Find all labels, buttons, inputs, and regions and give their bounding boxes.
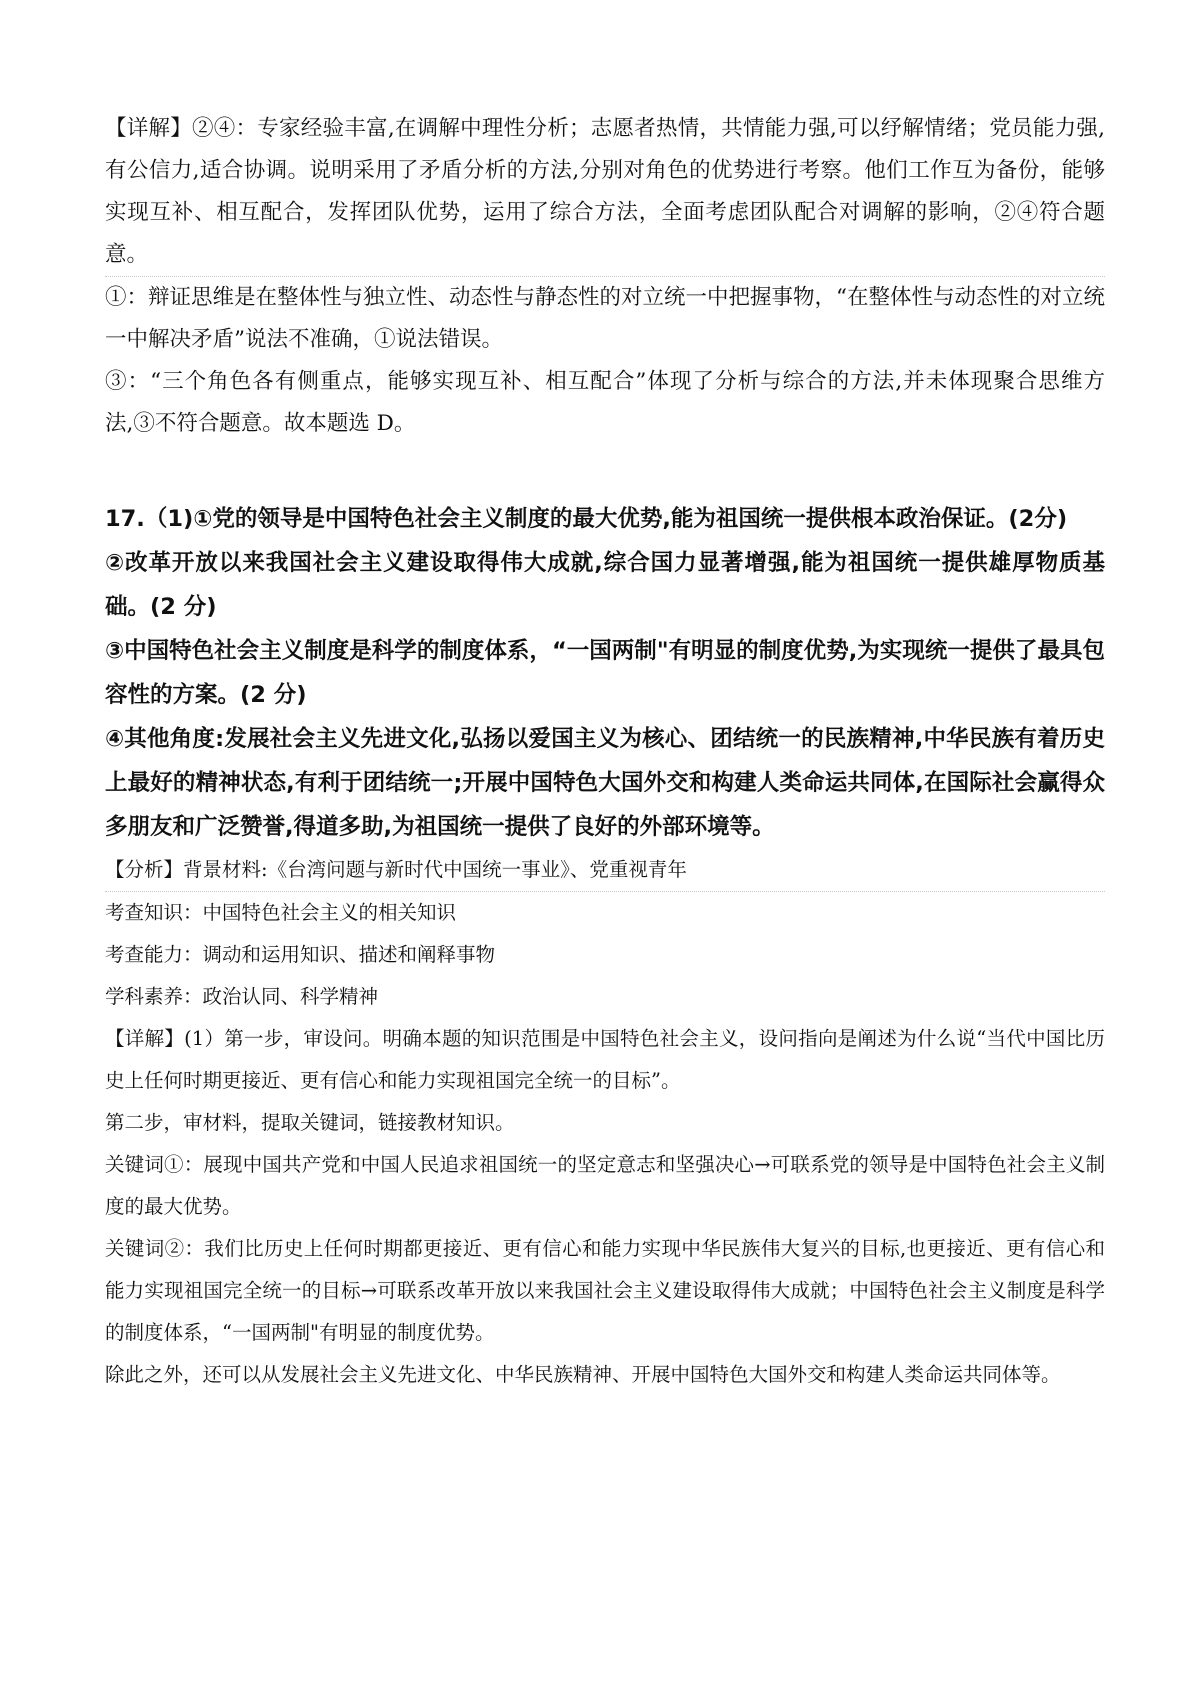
keyword-2: 关键词②：我们比历史上任何时期都更接近、更有信心和能力实现中华民族伟大复兴的目标,也更接近、更有信心和能力实现祖国完全统一的目标→可联系改革开放以来我国社会主义建设取得伟大成就；中国特色社会主义制度是科学的制度体系，“一国两制"有明显的制度优势。 <box>105 1237 1105 1344</box>
answer-point-1: 17.（1)①党的领导是中国特色社会主义制度的最大优势,能为祖国统一提供根本政治保证。(2分) <box>105 506 1068 532</box>
explanation-paragraph-2: ①：辩证思维是在整体性与独立性、动态性与静态性的对立统一中把握事物，“在整体性与动态性的对立统一中解决矛盾”说法不准确，①说法错误。 <box>105 285 1105 352</box>
knowledge-line: 考查知识：中国特色社会主义的相关知识 <box>105 901 457 924</box>
detail-step-1: 【详解】(1）第一步，审设问。明确本题的知识范围是中国特色社会主义，设问指向是阐述为什么说“当代中国比历史上任何时期更接近、更有信心和能力实现祖国完全统一的目标”。 <box>105 1027 1105 1092</box>
explanation-section-16 <box>105 108 1105 445</box>
additional-note: 除此之外，还可以从发展社会主义先进文化、中华民族精神、开展中国特色大国外交和构建人类命运共同体等。 <box>105 1363 1061 1386</box>
literacy-line: 学科素养：政治认同、科学精神 <box>105 985 379 1008</box>
document-page <box>105 108 1105 1396</box>
explanation-paragraph-1: 【详解】②④：专家经验丰富,在调解中理性分析；志愿者热情，共情能力强,可以纾解情绪；党员能力强,有公信力,适合协调。说明采用了矛盾分析的方法,分别对角色的优势进行考察。他们工作互为备份，能够实现互补、相互配合，发挥团队优势，运用了综合方法，全面考虑团队配合对调解的影响，②④符合题意。 <box>105 116 1105 267</box>
answer-point-2: ②改革开放以来我国社会主义建设取得伟大成就,综合国力显著增强,能为祖国统一提供雄厚物质基础。(2 分) <box>105 550 1105 620</box>
answer-point-3: ③中国特色社会主义制度是科学的制度体系，“一国两制"有明显的制度优势,为实现统一提供了最具包容性的方案。(2 分) <box>105 638 1105 708</box>
explanation-paragraph-3: ③：“三个角色各有侧重点，能够实现互补、相互配合”体现了分析与综合的方法,并未体现聚合思维方法,③不符合题意。故本题选 D。 <box>105 369 1105 436</box>
detail-step-2: 第二步，审材料，提取关键词，链接教材知识。 <box>105 1111 515 1134</box>
answer-point-4: ④其他角度:发展社会主义先进文化,弘扬以爱国主义为核心、团结统一的民族精神,中华民族有着历史上最好的精神状态,有利于团结统一;开展中国特色大国外交和构建人类命运共同体,在国际社会赢得众多朋友和广泛赞誉,得道多助,为祖国统一提供了良好的外部环境等。 <box>105 726 1105 840</box>
ability-line: 考查能力：调动和运用知识、描述和阐释事物 <box>105 943 496 966</box>
analysis-heading: 【分析】背景材料:《台湾问题与新时代中国统一事业》、党重视青年 <box>105 858 687 881</box>
answer-section-17 <box>105 497 1105 1396</box>
keyword-1: 关键词①：展现中国共产党和中国人民追求祖国统一的坚定意志和坚强决心→可联系党的领导是中国特色社会主义制度的最大优势。 <box>105 1153 1105 1218</box>
